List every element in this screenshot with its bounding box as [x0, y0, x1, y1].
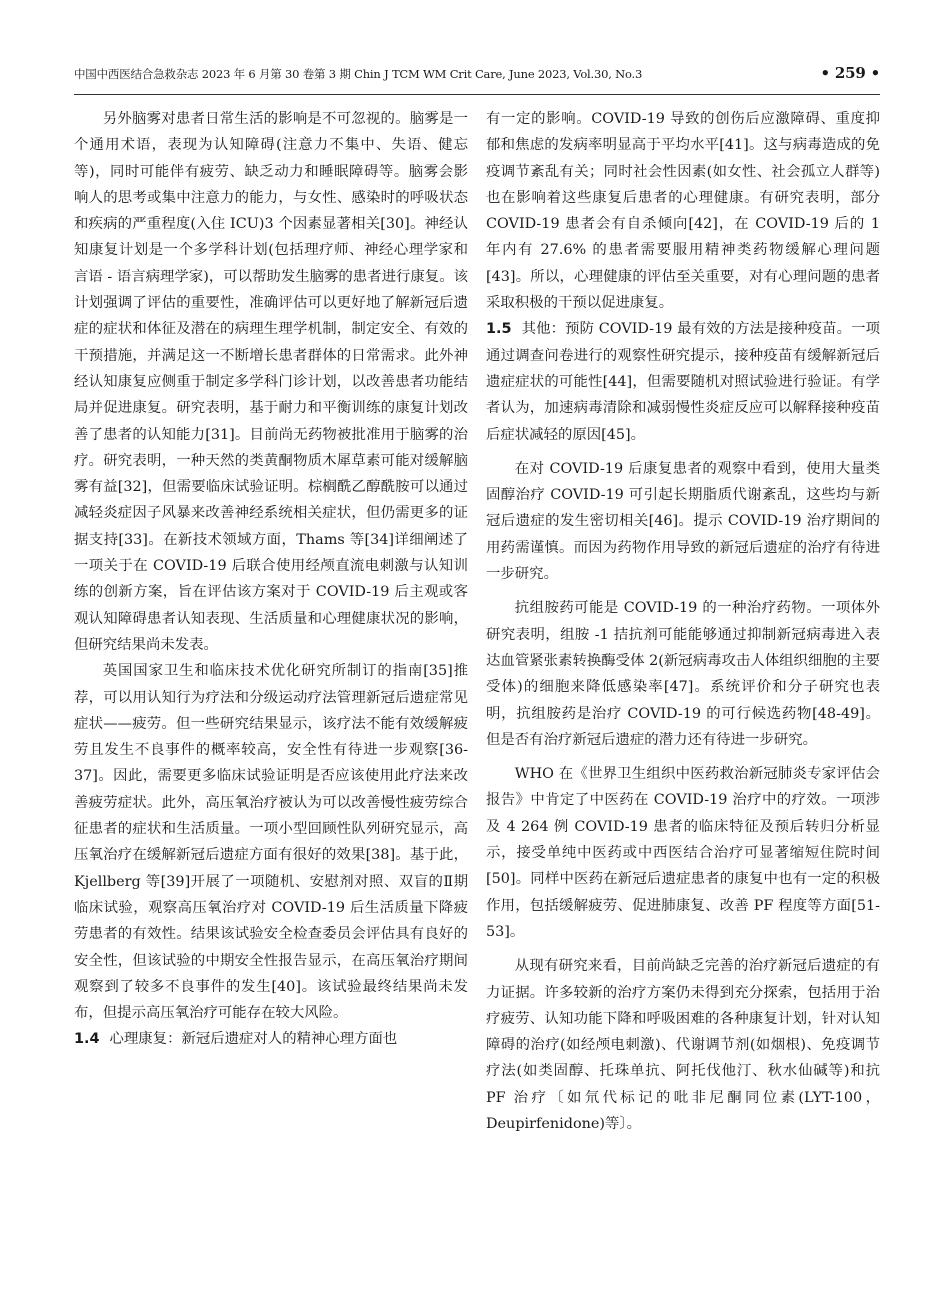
section-number: 1.5: [486, 321, 512, 338]
paragraph-fatigue-therapy: 英国国家卫生和临床技术优化研究所制订的指南[35]推荐，可以用认知行为疗法和分级运动疗法管理新冠后遗症常见症状——疲劳。但一些研究结果显示，该疗法不能有效缓解疲劳且发生不良事件的概率较高，安全性有待进一步观察[36-37]。因此，需要更多临床试验证明是否应该使用此疗法来改善疲劳症状。此外，高压氧治疗被认为可以改善慢性疲劳综合征患者的症状和生活质量。一项小型回顾性队列研究显示，高压氧治疗在缓解新冠后遗症方面有很好的效果[38]。基于此，Kjellberg 等[39]开展了一项随机、安慰剂对照、双盲的Ⅱ期临床试验，观察高压氧治疗对 COVID-19 后生活质量下降疲劳患者的有效性。结果该试验安全检查委员会评估具有良好的安全性，但该试验的中期安全性报告显示，在高压氧治疗期间观察到了较多不良事件的发生[40]。该试验最终结果尚未发布，但提示高压氧治疗可能存在较大风险。: [74, 663, 468, 1022]
left-column: [74, 106, 468, 1053]
paragraph-steroids: 在对 COVID-19 后康复患者的观察中看到，使用大量类固醇治疗 COVID-19 可引起长期脂质代谢紊乱，这些均与新冠后遗症的发生密切相关[46]。提示 COVID-19 治疗期间的用药需谨慎。而因为药物作用导致的新冠后遗症的治疗有待进一步研究。: [486, 460, 880, 583]
section-text: 其他：预防 COVID-19 最有效的方法是接种疫苗。一项通过调查问卷进行的观察性研究提示，接种疫苗有缓解新冠后遗症症状的可能性[44]，但需要随机对照试验进行验证。有学者认为，加速病毒清除和减弱慢性炎症反应可以解释接种疫苗后症状减轻的原因[45]。: [486, 321, 880, 443]
paragraph-conclusion: 从现有研究来看，目前尚缺乏完善的治疗新冠后遗症的有力证据。许多较新的治疗方案仍未得到充分探索，包括用于治疗疲劳、认知功能下降和呼吸困难的各种康复计划，针对认知障碍的治疗(如经颅电刺激)、代谢调节剂(如烟根)、免疫调节疗法(如类固醇、托珠单抗、阿托伐他汀、秋水仙碱等)和抗 PF 治疗〔如氘代标记的吡非尼酮同位素(LYT-100，Deupirfenidone)等〕。: [486, 958, 880, 1132]
right-column: [486, 106, 880, 1137]
section-1-4-heading: [74, 1026, 468, 1052]
paragraph-tcm: WHO 在《世界卫生组织中医药救治新冠肺炎专家评估会报告》中肯定了中医药在 COVID-19 治疗中的疗效。一项涉及 4 264 例 COVID-19 患者的临床特征及预后转归分析显示，接受单纯中医药或中西医结合治疗可显著缩短住院时间[50]。同样中医药在新冠后遗症患者的康复中也有一定的积极作用，包括缓解疲劳、促进肺康复、改善 PF 程度等方面[51-53]。: [486, 766, 880, 940]
journal-citation-line: 中国中西医结合急救杂志 2023 年 6 月第 30 卷第 3 期 Chin J TCM WM Crit Care, June 2023, Vol.30, No.3: [74, 67, 643, 81]
section-number: 1.4: [74, 1031, 100, 1048]
paragraph-antihistamines: 抗组胺药可能是 COVID-19 的一种治疗药物。一项体外研究表明，组胺 -1 拮抗剂可能能够通过抑制新冠病毒进入表达血管紧张素转换酶受体 2(新冠病毒攻击人体组织细胞的主要受体)的细胞来降低感染率[47]。系统评价和分子研究也表明，抗组胺药是治疗 COVID-19 的可行候选药物[48-49]。但是否有治疗新冠后遗症的潜力还有待进一步研究。: [486, 600, 880, 748]
paragraph-brain-fog: 另外脑雾对患者日常生活的影响是不可忽视的。脑雾是一个通用术语，表现为认知障碍(注意力不集中、失语、健忘等)，同时可能伴有疲劳、缺乏动力和睡眠障碍等。脑雾会影响人的思考或集中注意力的能力，与女性、感染时的呼吸状态和疾病的严重程度(入住 ICU)3 个因素显著相关[30]。神经认知康复计划是一个多学科计划(包括理疗师、神经心理学家和言语 - 语言病理学家)，可以帮助发生脑雾的患者进行康复。该计划强调了评估的重要性，准确评估可以更好地了解新冠后遗症的症状和体征及潜在的病理生理学机制，制定安全、有效的干预措施，并满足这一不断增长患者群体的日常需求。此外神经认知康复应侧重于制定多学科门诊计划，以改善患者功能结局并促进康复。研究表明，基于耐力和平衡训练的康复计划改善了患者的认知能力[31]。目前尚无药物被批准用于脑雾的治疗。研究表明，一种天然的类黄酮物质木犀草素可能对缓解脑雾有益[32]，但需要临床试验证明。棕榈酰乙醇酰胺可以通过减轻炎症因子风暴来改善神经系统相关症状，但仍需更多的证据支持[33]。在新技术领域方面，Thams 等[34]详细阐述了一项关于在 COVID-19 后联合使用经颅直流电刺激与认知训练的创新方案，旨在评估该方案对于 COVID-19 后主观或客观认知障碍患者认知表现、生活质量和心理健康状况的影响，但研究结果尚未发表。: [74, 111, 468, 653]
section-text: 心理康复：新冠后遗症对人的精神心理方面也: [109, 1031, 398, 1048]
section-1-5-paragraph: [486, 316, 880, 447]
running-header: [74, 60, 880, 95]
page-number: • 259 •: [820, 64, 880, 82]
paragraph-psychological-continued: 有一定的影响。COVID-19 导致的创伤后应激障碍、重度抑郁和焦虑的发病率明显高于平均水平[41]。这与病毒造成的免疫调节紊乱有关；同时社会性因素(如女性、社会孤立人群等)也在影响着这些康复后患者的心理健康。有研究表明，部分 COVID-19 患者会有自杀倾向[42]，在 COVID-19 后的 1 年内有 27.6% 的患者需要服用精神类药物缓解心理问题[43]。所以，心理健康的评估至关重要，对有心理问题的患者采取积极的干预以促进康复。: [486, 111, 880, 312]
